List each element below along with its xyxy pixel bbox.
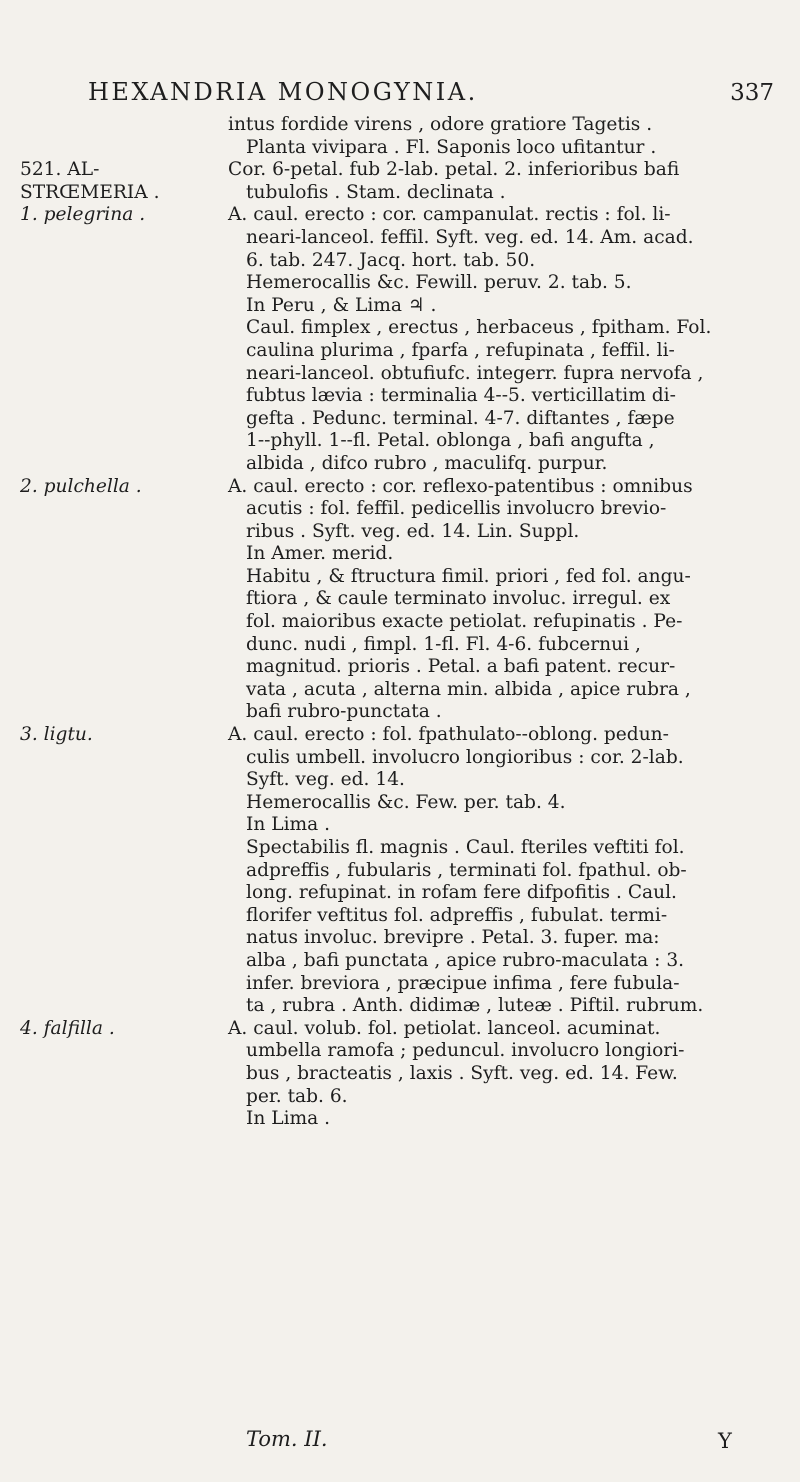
line-text: 6. tab. 247. Jacq. hort. tab. 50. (246, 249, 536, 271)
text-line (0, 860, 800, 883)
text-line (0, 724, 800, 747)
text-line (0, 521, 800, 544)
text-line (0, 973, 800, 996)
text-line (0, 566, 800, 589)
text-line (0, 114, 800, 137)
line-text: florifer veftitus fol. adpreffis , fubulat. termi- (246, 904, 668, 926)
text-line (0, 927, 800, 950)
text-line (0, 182, 800, 205)
text-line (0, 837, 800, 860)
text-line (0, 137, 800, 160)
running-head-title: HEXANDRIA MONOGYNIA. (88, 78, 478, 106)
line-text: bafi rubro-punctata . (246, 701, 442, 723)
text-line (0, 1063, 800, 1086)
text-line (0, 453, 800, 476)
tome-label: Tom. II. (246, 1427, 328, 1451)
line-text: Syft. veg. ed. 14. (246, 769, 405, 791)
line-text: ta , rubra . Anth. didimæ , luteæ . Piftil. rubrum. (246, 995, 704, 1017)
line-text: umbella ramofa ; peduncul. involucro longiori- (246, 1040, 685, 1062)
text-line (0, 701, 800, 724)
text-line (0, 250, 800, 273)
genus-margin-label: 521. AL- (20, 159, 100, 181)
signature-mark: Y (718, 1429, 732, 1453)
text-line (0, 340, 800, 363)
text-line (0, 498, 800, 521)
text-line (0, 634, 800, 657)
text-line (0, 1040, 800, 1063)
line-text: fubtus lævia : terminalia 4--5. verticillatim di- (246, 385, 676, 407)
line-text: In Amer. merid. (246, 543, 394, 565)
text-line (0, 995, 800, 1018)
genus-margin-label: STRŒMERIA . (20, 181, 160, 203)
species-margin-label: 3. ligtu. (20, 724, 93, 746)
text-line (0, 204, 800, 227)
line-text: gefta . Pedunc. terminal. 4-7. diftantes , fæpe (246, 407, 675, 429)
species-margin-label: 1. pelegrina . (20, 204, 146, 226)
text-line (0, 476, 800, 499)
text-line (0, 588, 800, 611)
text-line (0, 769, 800, 792)
text-line (0, 1018, 800, 1041)
line-text: Planta vivipara . Fl. Saponis loco ufitantur . (246, 136, 657, 158)
text-line (0, 679, 800, 702)
text-line (0, 227, 800, 250)
text-line (0, 1086, 800, 1109)
line-text: fol. maioribus exacte petiolat. refupinatis . Pe- (246, 611, 683, 633)
line-text: In Peru , & Lima ♃ . (246, 294, 437, 316)
line-text: Caul. fimplex , erectus , herbaceus , fpitham. Fol. (246, 317, 712, 339)
species-margin-label: 4. falfilla . (20, 1017, 115, 1039)
line-text: culis umbell. involucro longioribus : cor. 2-lab. (246, 746, 684, 768)
line-text: dunc. nudi , fimpl. 1-fl. Fl. 4-6. fubcernui , (246, 633, 641, 655)
line-text: intus fordide virens , odore gratiore Tagetis . (228, 114, 653, 135)
page-number: 337 (730, 80, 774, 106)
line-text: Habitu , & ftructura fimil. priori , fed fol. angu- (246, 565, 691, 587)
text-line (0, 792, 800, 815)
line-text: natus involuc. brevipre . Petal. 3. fuper. ma: (246, 927, 660, 949)
line-text: long. refupinat. in rofam fere difpofitis . Caul. (246, 882, 677, 904)
text-line (0, 814, 800, 837)
line-text: infer. breviora , præcipue infima , fere fubula- (246, 972, 680, 994)
text-line (0, 1108, 800, 1131)
line-text: A. caul. volub. fol. petiolat. lanceol. acuminat. (228, 1017, 661, 1039)
line-text: adpreffis , fubularis , terminati fol. fpathul. ob- (246, 859, 687, 881)
line-text: Hemerocallis &c. Few. per. tab. 4. (246, 791, 566, 813)
line-text: Cor. 6-petal. fub 2-lab. petal. 2. inferioribus bafi (228, 159, 680, 181)
text-line (0, 272, 800, 295)
text-line (0, 905, 800, 928)
text-line (0, 159, 800, 182)
line-text: A. caul. erecto : cor. campanulat. rectis : fol. li- (228, 204, 671, 226)
line-text: A. caul. erecto : cor. reflexo-patentibus : omnibus (228, 475, 693, 497)
text-line (0, 611, 800, 634)
line-text: ftiora , & caule terminato involuc. irregul. ex (246, 588, 671, 610)
line-text: magnitud. prioris . Petal. a bafi patent. recur- (246, 656, 676, 678)
line-text: 1--phyll. 1--fl. Petal. oblonga , bafi angufta , (246, 430, 655, 452)
text-line (0, 543, 800, 566)
line-text: A. caul. erecto : fol. fpathulato--oblong. pedun- (228, 724, 669, 746)
line-text: alba , bafi punctata , apice rubro-maculata : 3. (246, 949, 685, 971)
line-text: In Lima . (246, 1108, 331, 1130)
line-text: Hemerocallis &c. Fewill. peruv. 2. tab. 5. (246, 272, 632, 294)
line-text: acutis : fol. feffil. pedicellis involucro brevio- (246, 498, 667, 520)
line-text: caulina plurima , fparfa , refupinata , feffil. li- (246, 339, 675, 361)
text-line (0, 656, 800, 679)
text-line (0, 882, 800, 905)
line-text: Spectabilis fl. magnis . Caul. fteriles veftiti fol. (246, 837, 685, 858)
line-text: ribus . Syft. veg. ed. 14. Lin. Suppl. (246, 520, 580, 542)
line-text: bus , bracteatis , laxis . Syft. veg. ed. 14. Few. (246, 1062, 678, 1084)
text-line (0, 295, 800, 318)
body-text (0, 114, 800, 1131)
text-line (0, 408, 800, 431)
text-line (0, 747, 800, 770)
line-text: tubulofis . Stam. declinata . (246, 181, 506, 203)
text-line (0, 950, 800, 973)
species-margin-label: 2. pulchella . (20, 475, 142, 497)
text-line (0, 385, 800, 408)
line-text: neari-lanceol. feffil. Syft. veg. ed. 14. Am. acad. (246, 226, 694, 248)
text-line (0, 363, 800, 386)
line-text: albida , difco rubro , maculifq. purpur. (246, 452, 608, 474)
line-text: neari-lanceol. obtufiufc. integerr. fupra nervofa , (246, 362, 704, 384)
line-text: per. tab. 6. (246, 1085, 348, 1107)
text-line (0, 317, 800, 340)
line-text: In Lima . (246, 814, 331, 836)
text-line (0, 430, 800, 453)
line-text: vata , acuta , alterna min. albida , apice rubra , (246, 678, 691, 700)
